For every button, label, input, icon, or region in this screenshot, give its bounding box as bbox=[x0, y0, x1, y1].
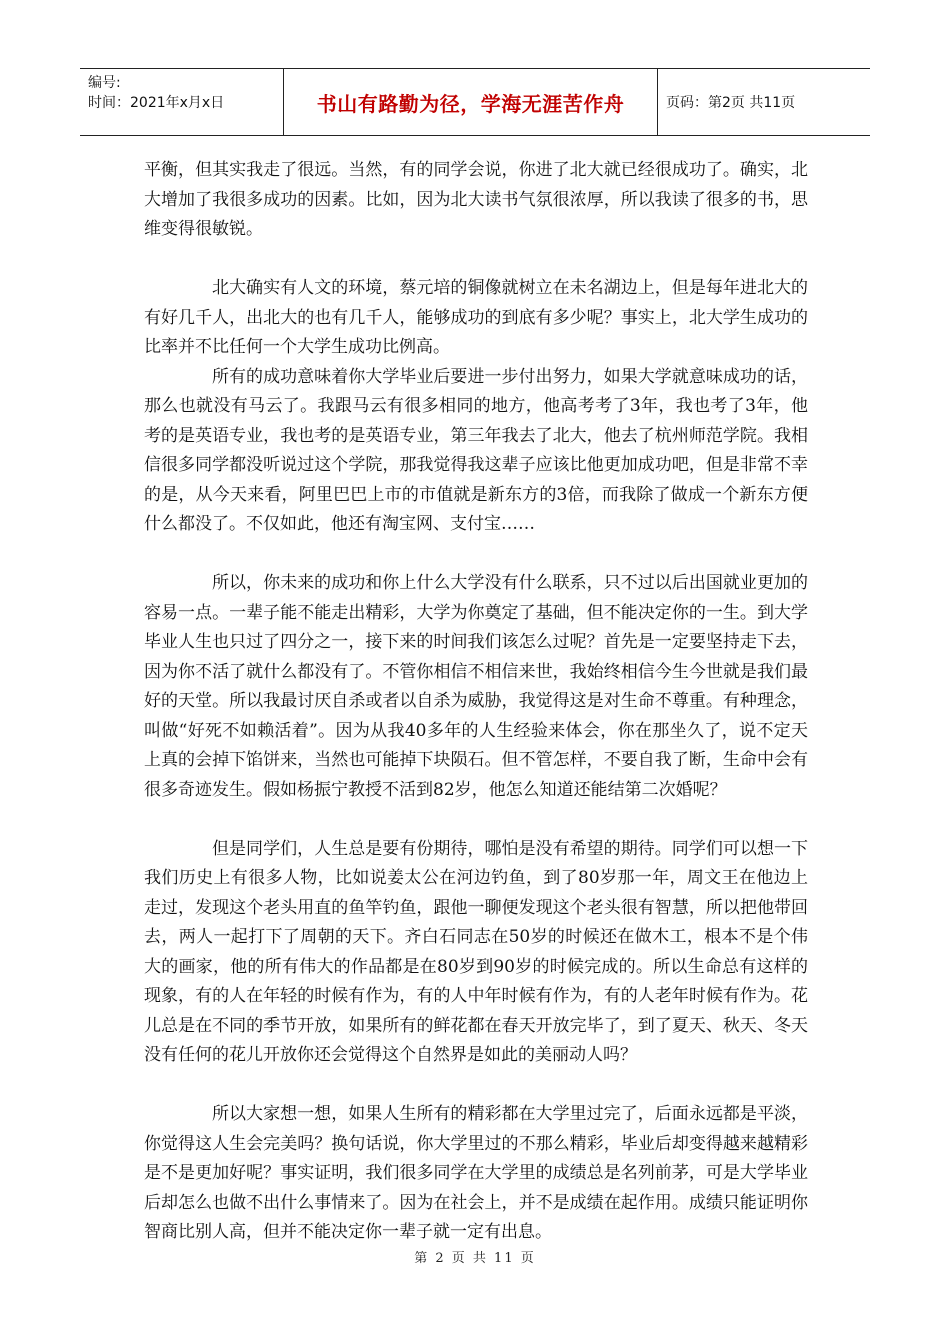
paragraph: 平衡，但其实我走了很远。当然，有的同学会说，你进了北大就已经很成功了。确实，北大增加了我很多成功的因素。比如，因为北大读书气氛很浓厚，所以我读了很多的书，思维变得很敏锐。 bbox=[144, 160, 808, 239]
header-meta bbox=[80, 69, 284, 135]
serial-label: 编号: bbox=[88, 75, 121, 91]
paragraph: 所有的成功意味着你大学毕业后要进一步付出努力，如果大学就意味成功的话，那么也就没有马云了。我跟马云有很多相同的地方，他高考考了3年，我也考了3年，他考的是英语专业，我也考的是英语专业，第三年我去了北大，他去了杭州师范学院。我相信很多同学都没听说过这个学院，那我觉得我这辈子应该比他更加成功吧，但是非常不幸的是，从今天来看，阿里巴巴上市的市值就是新东方的3倍，而我除了做成一个新东方便什么都没了。不仅如此，他还有淘宝网、支付宝…… bbox=[144, 366, 808, 534]
page-footer: 第 2 页 共 11 页 bbox=[414, 1251, 536, 1266]
header-page-info: 页码：第2页 共11页 bbox=[666, 95, 796, 111]
header-motto: 书山有路勤为径，学海无涯苦作舟 bbox=[284, 69, 658, 135]
paragraph: 所以，你未来的成功和你上什么大学没有什么联系，只不过以后出国就业更加的容易一点。一辈子能不能走出精彩，大学为你奠定了基础，但不能决定你的一生。到大学毕业人生也只过了四分之一，接下来的时间我们该怎么过呢？首先是一定要坚持走下去，因为你不活了就什么都没有了。不管你相信不相信来世，我始终相信今生今世就是我们最好的天堂。所以我最讨厌自杀或者以自杀为威胁，我觉得这是对生命不尊重。有种理念，叫做“好死不如赖活着”。因为从我40多年的人生经验来体会，你在那坐久了，说不定天上真的会掉下馅饼来，当然也可能掉下块陨石。但不管怎样，不要自我了断，生命中会有很多奇迹发生。假如杨振宁教授不活到82岁，他怎么知道还能结第二次婚呢？ bbox=[144, 573, 808, 800]
paragraph: 北大确实有人文的环境，蔡元培的铜像就树立在未名湖边上，但是每年进北大的有好几千人，出北大的也有几千人，能够成功的到底有多少呢？事实上，北大学生成功的比率并不比任何一个大学生成功比例高。 bbox=[144, 278, 808, 357]
paragraph: 但是同学们，人生总是要有份期待，哪怕是没有希望的期待。同学们可以想一下我们历史上有很多人物，比如说姜太公在河边钓鱼，到了80岁那一年，周文王在他边上走过，发现这个老头用直的鱼竿钓鱼，跟他一聊便发现这个老头很有智慧，所以把他带回去，两人一起打下了周朝的天下。齐白石同志在50岁的时候还在做木工，根本不是个伟大的画家，他的所有伟大的作品都是在80岁到90岁的时候完成的。所以生命总有这样的现象，有的人在年轻的时候有作为，有的人中年时候有作为，有的人老年时候有作为。花儿总是在不同的季节开放，如果所有的鲜花都在春天开放完毕了，到了夏天、秋天、冬天没有任何的花儿开放你还会觉得这个自然界是如此的美丽动人吗？ bbox=[144, 838, 808, 1065]
document-body bbox=[144, 156, 808, 1248]
paragraph: 所以大家想一想，如果人生所有的精彩都在大学里过完了，后面永远都是平淡，你觉得这人生会完美吗？换句话说，你大学里过的不那么精彩，毕业后却变得越来越精彩是不是更加好呢？事实证明，我们很多同学在大学里的成绩总是名列前茅，可是大学毕业后却怎么也做不出什么事情来了。因为在社会上，并不是成绩在起作用。成绩只能证明你智商比别人高，但并不能决定你一辈子就一定有出息。 bbox=[144, 1104, 808, 1242]
page-header bbox=[80, 68, 870, 136]
time-label: 时间：2021年x月x日 bbox=[88, 95, 225, 111]
